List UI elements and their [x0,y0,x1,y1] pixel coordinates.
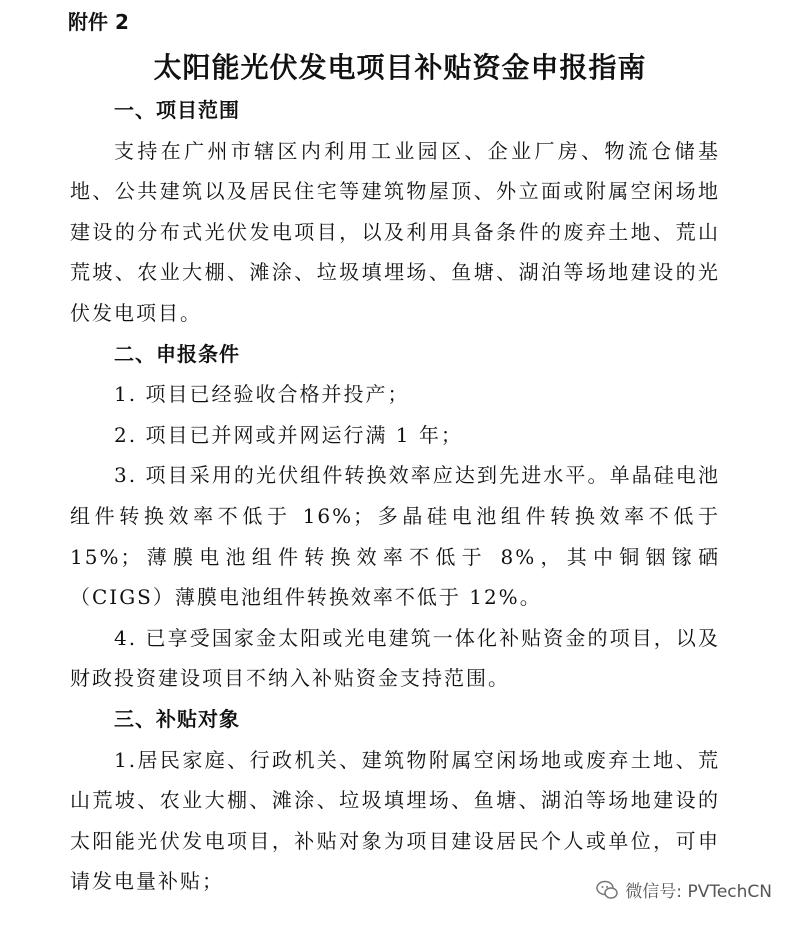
condition-item-4: 4. 已享受国家金太阳或光电建筑一体化补贴资金的项目，以及财政投资建设项目不纳入补贴资金支持范围。 [70,625,720,691]
document-body [70,90,720,902]
subsidy-target-item-1: 1.居民家庭、行政机关、建筑物附属空闲场地或废弃土地、荒山荒坡、农业大棚、滩涂、垃圾填埋场、鱼塘、湖泊等场地建设的太阳能光伏发电项目，补贴对象为项目建设居民个人或单位，可申请发电量补贴； [70,747,720,894]
scope-paragraph: 支持在广州市辖区内利用工业园区、企业厂房、物流仓储基地、公共建筑以及居民住宅等建筑物屋顶、外立面或附属空闲场地建设的分布式光伏发电项目，以及利用具备条件的废弃土地、荒山荒坡、农业大棚、滩涂、垃圾填埋场、鱼塘、湖泊等场地建设的光伏发电项目。 [70,138,720,325]
section-heading-conditions: 二、申报条件 [114,341,240,366]
section-heading-subsidy-targets: 三、补贴对象 [114,706,240,731]
condition-item-1: 1. 项目已经验收合格并投产； [114,382,410,407]
wechat-watermark [595,877,772,902]
condition-item-2: 2. 项目已并网或并网运行满 1 年； [114,422,463,447]
section-heading-scope: 一、项目范围 [114,98,240,122]
wechat-icon [595,878,619,902]
annex-label: 附件 2 [68,10,129,34]
watermark-text: 微信号: PVTechCN [625,882,772,902]
document-title: 太阳能光伏发电项目补贴资金申报指南 [153,51,647,84]
condition-item-3: 3. 项目采用的光伏组件转换效率应达到先进水平。单晶硅电池组件转换效率不低于 16%；多晶硅电池组件转换效率不低于 15%；薄膜电池组件转换效率不低于 8%，其中铜铟镓硒（CIGS）薄膜电池组件转换效率不低于 12%。 [70,463,720,610]
